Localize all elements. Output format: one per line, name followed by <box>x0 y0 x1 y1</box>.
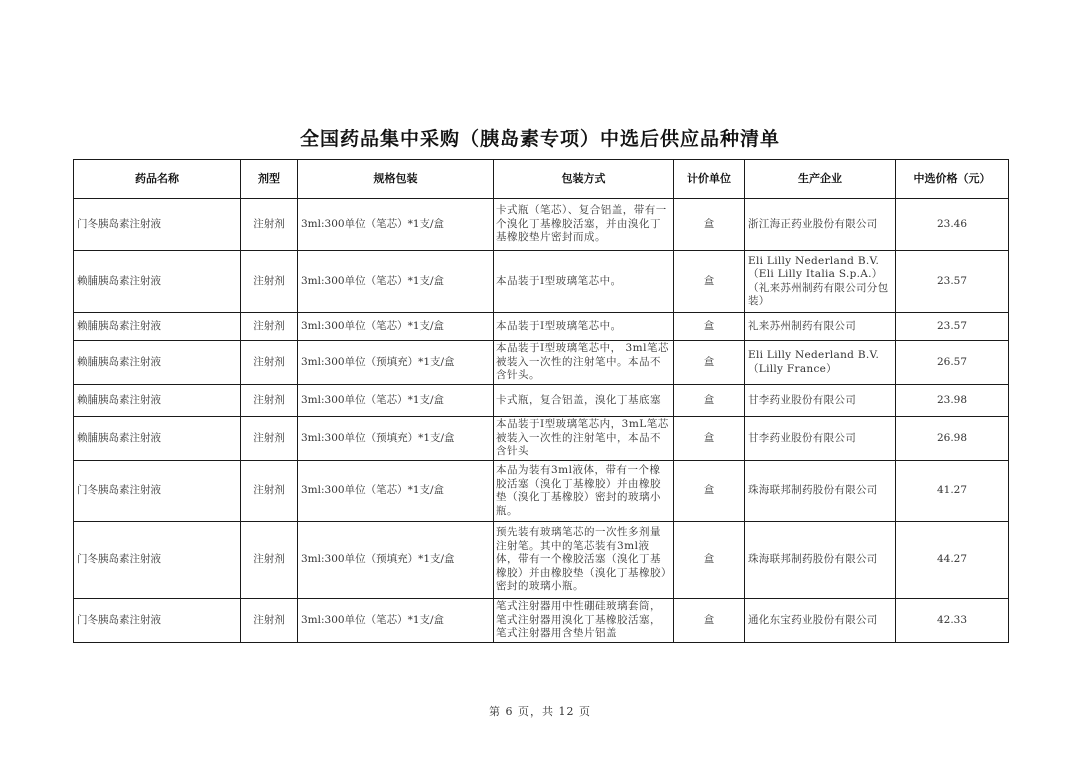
packaging-cell: 本品装于Ⅰ型玻璃笔芯中。 <box>494 313 674 341</box>
drug-name-cell: 门冬胰岛素注射液 <box>74 199 241 251</box>
header-dosage-form: 剂型 <box>241 160 298 199</box>
header-selected-price: 中选价格（元） <box>896 160 1009 199</box>
header-manufacturer: 生产企业 <box>745 160 896 199</box>
specification-cell: 3ml:300单位（预填充）*1支/盒 <box>298 522 494 599</box>
pricing-unit-cell: 盒 <box>674 522 745 599</box>
header-specification: 规格包装 <box>298 160 494 199</box>
table-header-row <box>74 160 1009 199</box>
manufacturer-cell: 浙江海正药业股份有限公司 <box>745 199 896 251</box>
table-row <box>74 199 1009 251</box>
header-pricing-unit: 计价单位 <box>674 160 745 199</box>
drug-name-cell: 门冬胰岛素注射液 <box>74 522 241 599</box>
drug-name-cell: 赖脯胰岛素注射液 <box>74 313 241 341</box>
dosage-form-cell: 注射剂 <box>241 461 298 522</box>
supply-varieties-table <box>73 159 1009 643</box>
price-cell: 26.98 <box>896 417 1009 461</box>
price-cell: 23.57 <box>896 251 1009 313</box>
table-row <box>74 461 1009 522</box>
packaging-cell: 本品装于Ⅰ型玻璃笔芯内，3mL笔芯被装入一次性的注射笔中，本品不含针头 <box>494 417 674 461</box>
packaging-cell: 本品装于Ⅰ型玻璃笔芯中， 3ml笔芯被装入一次性的注射笔中。本品不含针头。 <box>494 341 674 385</box>
price-cell: 26.57 <box>896 341 1009 385</box>
document-title: 全国药品集中采购（胰岛素专项）中选后供应品种清单 <box>299 128 780 150</box>
packaging-cell: 本品为装有3ml液体，带有一个橡胶活塞（溴化丁基橡胶）并由橡胶垫（溴化丁基橡胶）密封的玻璃小瓶。 <box>494 461 674 522</box>
drug-name-cell: 赖脯胰岛素注射液 <box>74 341 241 385</box>
pricing-unit-cell: 盒 <box>674 385 745 417</box>
packaging-cell: 笔式注射器用中性硼硅玻璃套筒，笔式注射器用溴化丁基橡胶活塞，笔式注射器用含垫片铝盖 <box>494 599 674 643</box>
price-cell: 41.27 <box>896 461 1009 522</box>
table-row <box>74 251 1009 313</box>
pricing-unit-cell: 盒 <box>674 199 745 251</box>
drug-name-cell: 门冬胰岛素注射液 <box>74 599 241 643</box>
table-row <box>74 341 1009 385</box>
price-cell: 23.57 <box>896 313 1009 341</box>
price-cell: 23.46 <box>896 199 1009 251</box>
dosage-form-cell: 注射剂 <box>241 251 298 313</box>
price-cell: 42.33 <box>896 599 1009 643</box>
drug-name-cell: 门冬胰岛素注射液 <box>74 461 241 522</box>
table-row <box>74 417 1009 461</box>
specification-cell: 3ml:300单位（预填充）*1支/盒 <box>298 341 494 385</box>
header-packaging: 包装方式 <box>494 160 674 199</box>
pricing-unit-cell: 盒 <box>674 461 745 522</box>
dosage-form-cell: 注射剂 <box>241 385 298 417</box>
specification-cell: 3ml:300单位（笔芯）*1支/盒 <box>298 599 494 643</box>
packaging-cell: 本品装于Ⅰ型玻璃笔芯中。 <box>494 251 674 313</box>
specification-cell: 3ml:300单位（笔芯）*1支/盒 <box>298 385 494 417</box>
specification-cell: 3ml:300单位（笔芯）*1支/盒 <box>298 461 494 522</box>
manufacturer-cell: 甘李药业股份有限公司 <box>745 385 896 417</box>
pricing-unit-cell: 盒 <box>674 417 745 461</box>
manufacturer-cell: 珠海联邦制药股份有限公司 <box>745 461 896 522</box>
manufacturer-cell: 通化东宝药业股份有限公司 <box>745 599 896 643</box>
manufacturer-cell: Eli Lilly Nederland B.V.（Lilly France） <box>745 341 896 385</box>
drug-name-cell: 赖脯胰岛素注射液 <box>74 251 241 313</box>
dosage-form-cell: 注射剂 <box>241 313 298 341</box>
packaging-cell: 卡式瓶（笔芯）、复合铝盖，带有一个溴化丁基橡胶活塞，并由溴化丁基橡胶垫片密封而成。 <box>494 199 674 251</box>
page-number: 第 6 页，共 12 页 <box>489 705 591 718</box>
pricing-unit-cell: 盒 <box>674 341 745 385</box>
dosage-form-cell: 注射剂 <box>241 522 298 599</box>
pricing-unit-cell: 盒 <box>674 599 745 643</box>
manufacturer-cell: 甘李药业股份有限公司 <box>745 417 896 461</box>
specification-cell: 3ml:300单位（预填充）*1支/盒 <box>298 417 494 461</box>
manufacturer-cell: 珠海联邦制药股份有限公司 <box>745 522 896 599</box>
table-row <box>74 599 1009 643</box>
specification-cell: 3ml:300单位（笔芯）*1支/盒 <box>298 313 494 341</box>
packaging-cell: 卡式瓶，复合铝盖，溴化丁基底塞 <box>494 385 674 417</box>
drug-name-cell: 赖脯胰岛素注射液 <box>74 417 241 461</box>
dosage-form-cell: 注射剂 <box>241 599 298 643</box>
drug-name-cell: 赖脯胰岛素注射液 <box>74 385 241 417</box>
header-drug-name: 药品名称 <box>74 160 241 199</box>
specification-cell: 3ml:300单位（笔芯）*1支/盒 <box>298 251 494 313</box>
specification-cell: 3ml:300单位（笔芯）*1支/盒 <box>298 199 494 251</box>
dosage-form-cell: 注射剂 <box>241 417 298 461</box>
pricing-unit-cell: 盒 <box>674 251 745 313</box>
price-cell: 44.27 <box>896 522 1009 599</box>
table-row <box>74 385 1009 417</box>
dosage-form-cell: 注射剂 <box>241 341 298 385</box>
dosage-form-cell: 注射剂 <box>241 199 298 251</box>
packaging-cell: 预先装有玻璃笔芯的一次性多剂量注射笔。其中的笔芯装有3ml液体，带有一个橡胶活塞（溴化丁基橡胶）并由橡胶垫（溴化丁基橡胶）密封的玻璃小瓶。 <box>494 522 674 599</box>
pricing-unit-cell: 盒 <box>674 313 745 341</box>
manufacturer-cell: 礼来苏州制药有限公司 <box>745 313 896 341</box>
price-cell: 23.98 <box>896 385 1009 417</box>
manufacturer-cell: Eli Lilly Nederland B.V.（Eli Lilly Italia S.p.A.）（礼来苏州制药有限公司分包装） <box>745 251 896 313</box>
table-row <box>74 522 1009 599</box>
table-row <box>74 313 1009 341</box>
